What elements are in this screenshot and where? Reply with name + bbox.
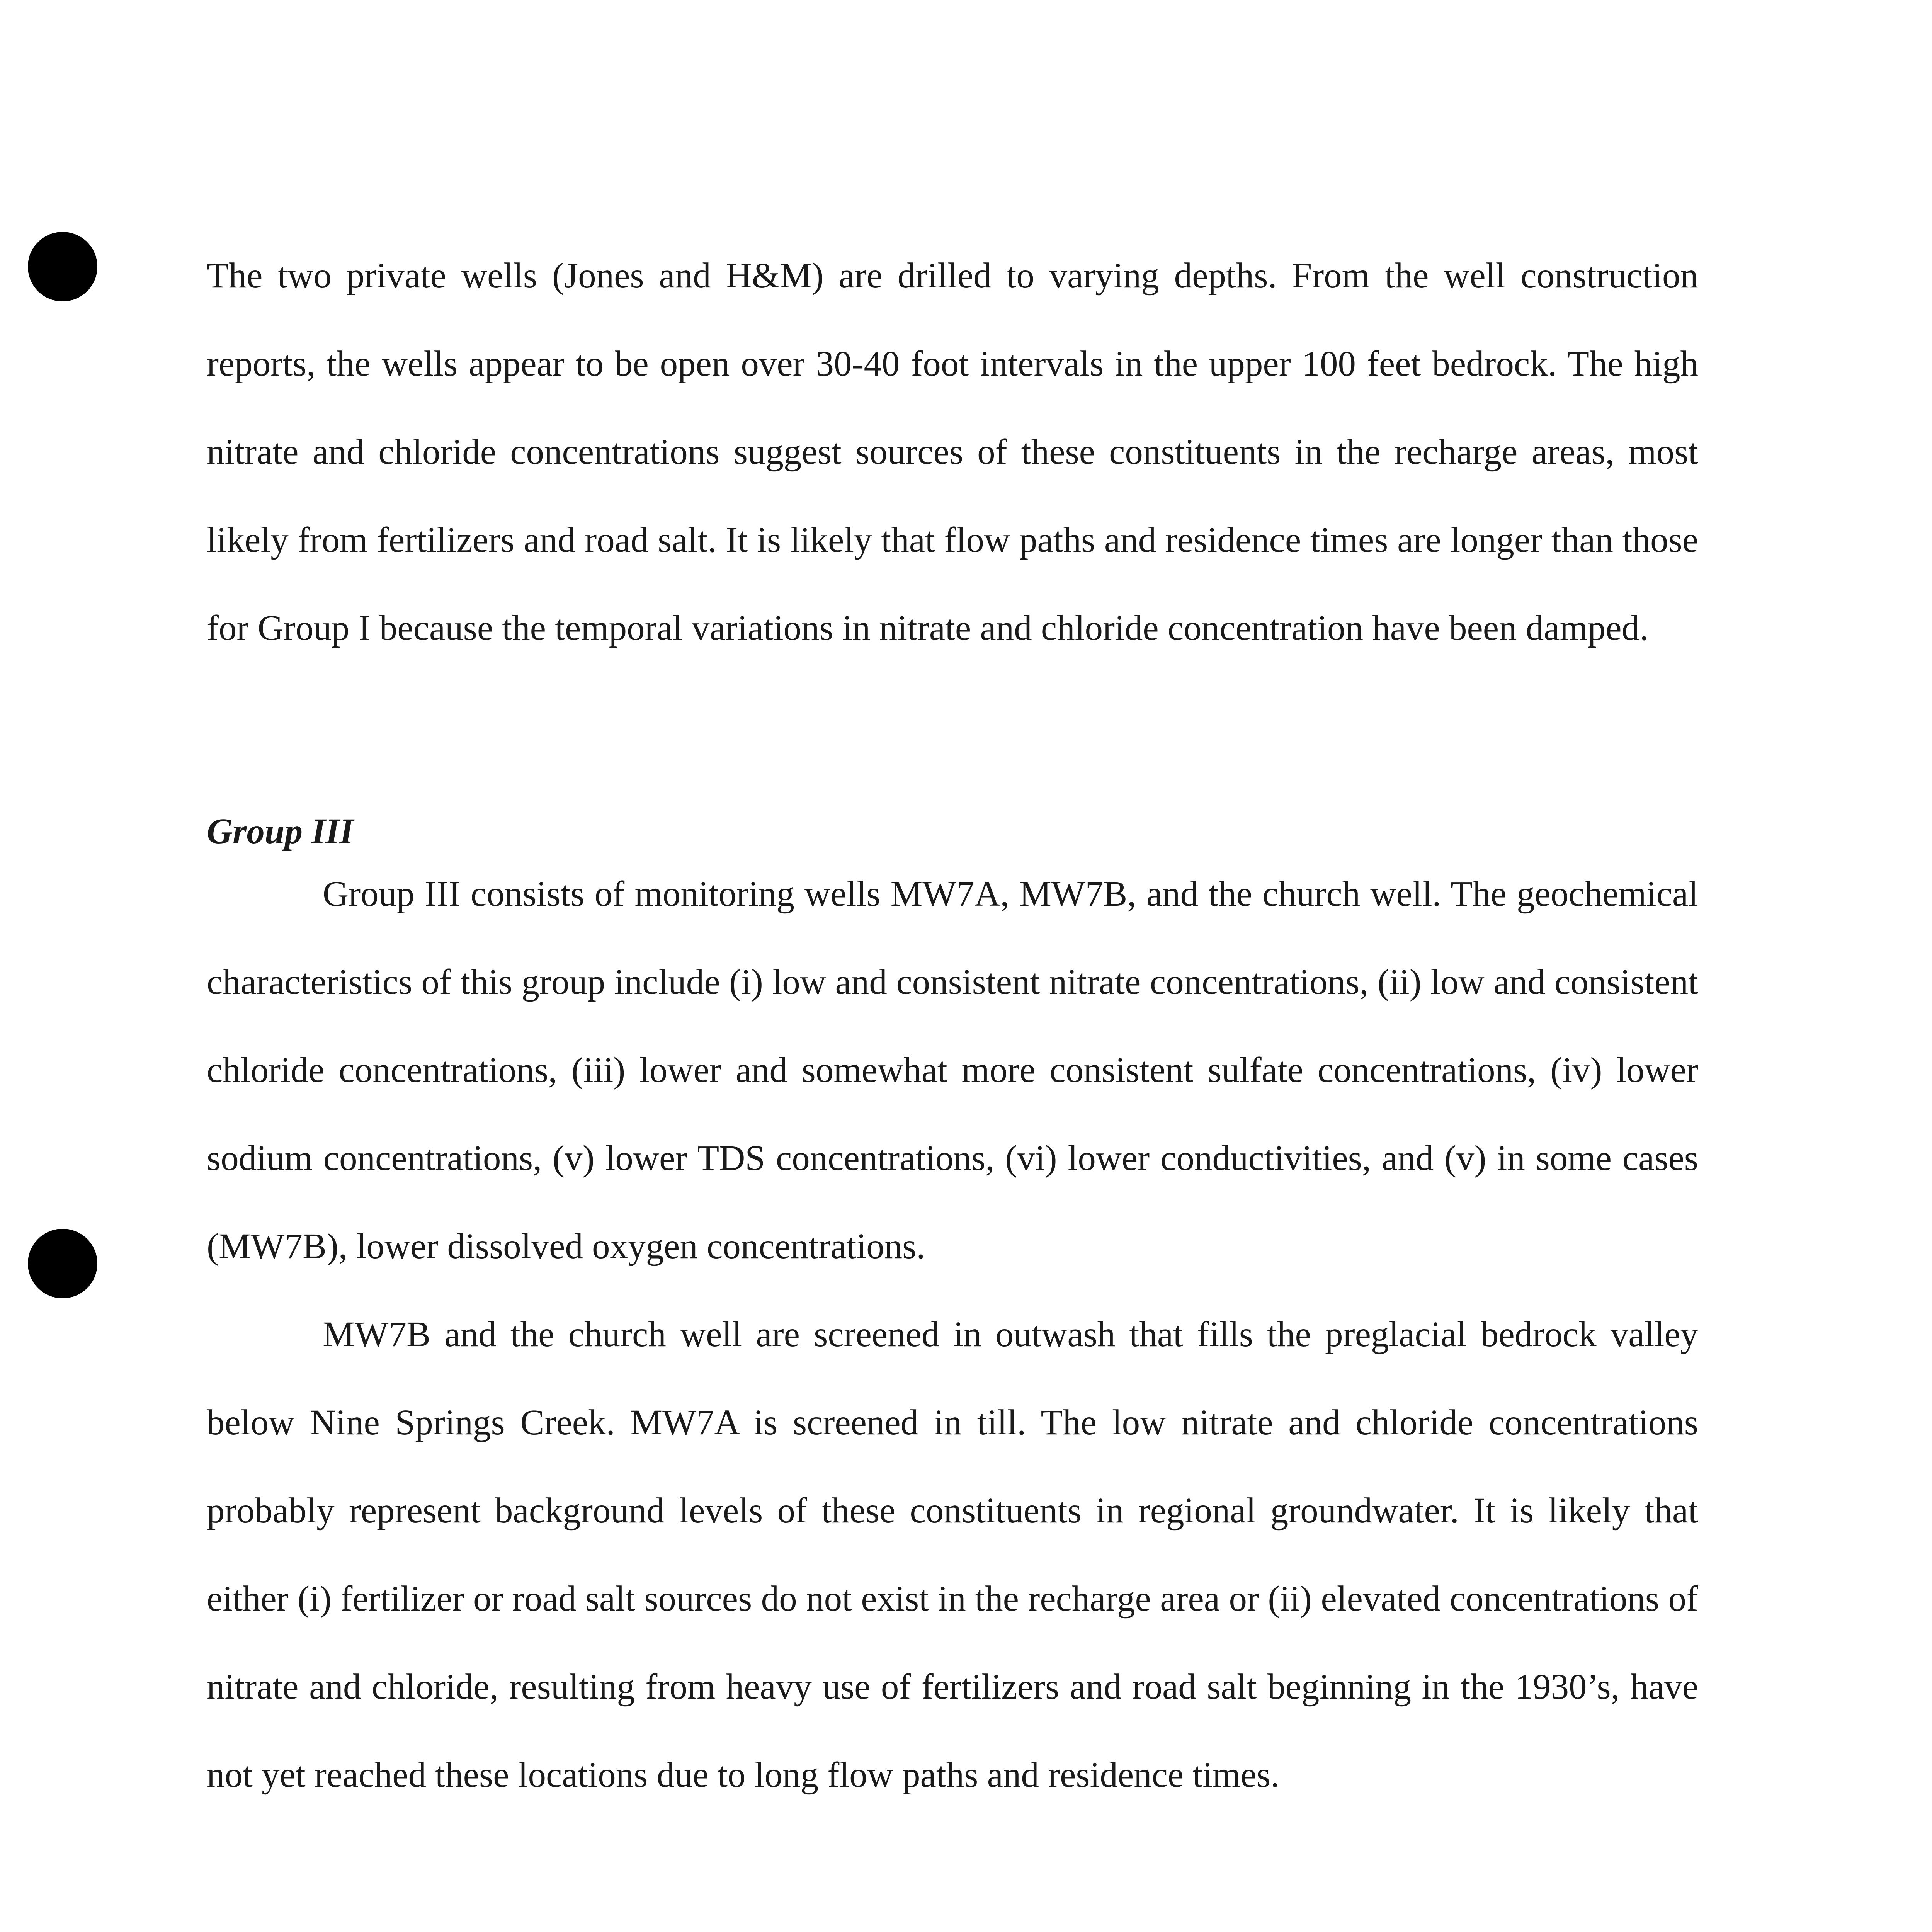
binder-punch-hole-top (28, 232, 97, 301)
paragraph-text: MW7B and the church well are screened in outwash that fills the preglacial bedrock valley below Nine Springs Creek. MW7A is screened in till. The low nitrate and chloride concentrations probably represent background levels of these constituents in regional groundwater. It is likely that either (i) fertilizer or road salt sources do not exist in the recharge area or (ii) elevated concentrations of nitrate and chloride, resulting from heavy use of fertilizers and road salt beginning in the 1930’s, have not yet reached these locations due to long flow paths and residence times. (207, 1315, 1698, 1795)
body-paragraph-group-ii-summary (207, 232, 1698, 672)
section-heading-group-iii: Group III (207, 811, 354, 851)
body-paragraph-group-iii-characteristics (207, 850, 1698, 1291)
paragraph-text: Group III consists of monitoring wells MW7A, MW7B, and the church well. The geochemical characteristics of this group include (i) low and consistent nitrate concentrations, (ii) low and consistent chloride concentrations, (iii) lower and somewhat more consistent sulfate concentrations, (iv) lower sodium concentrations, (v) lower TDS concentrations, (vi) lower conductivities, and (v) in some cases (MW7B), lower dissolved oxygen concentrations. (207, 874, 1698, 1266)
body-paragraph-group-iii-interpretation (207, 1291, 1698, 1819)
binder-punch-hole-middle (28, 1229, 97, 1298)
paragraph-text: The two private wells (Jones and H&M) are drilled to varying depths. From the well construction reports, the wells appear to be open over 30-40 foot intervals in the upper 100 feet bedrock. The high nitrate and chloride concentrations suggest sources of these constituents in the recharge areas, most likely from fertilizers and road salt. It is likely that flow paths and residence times are longer than those for Group I because the temporal variations in nitrate and chloride concentration have been damped. (207, 256, 1698, 648)
